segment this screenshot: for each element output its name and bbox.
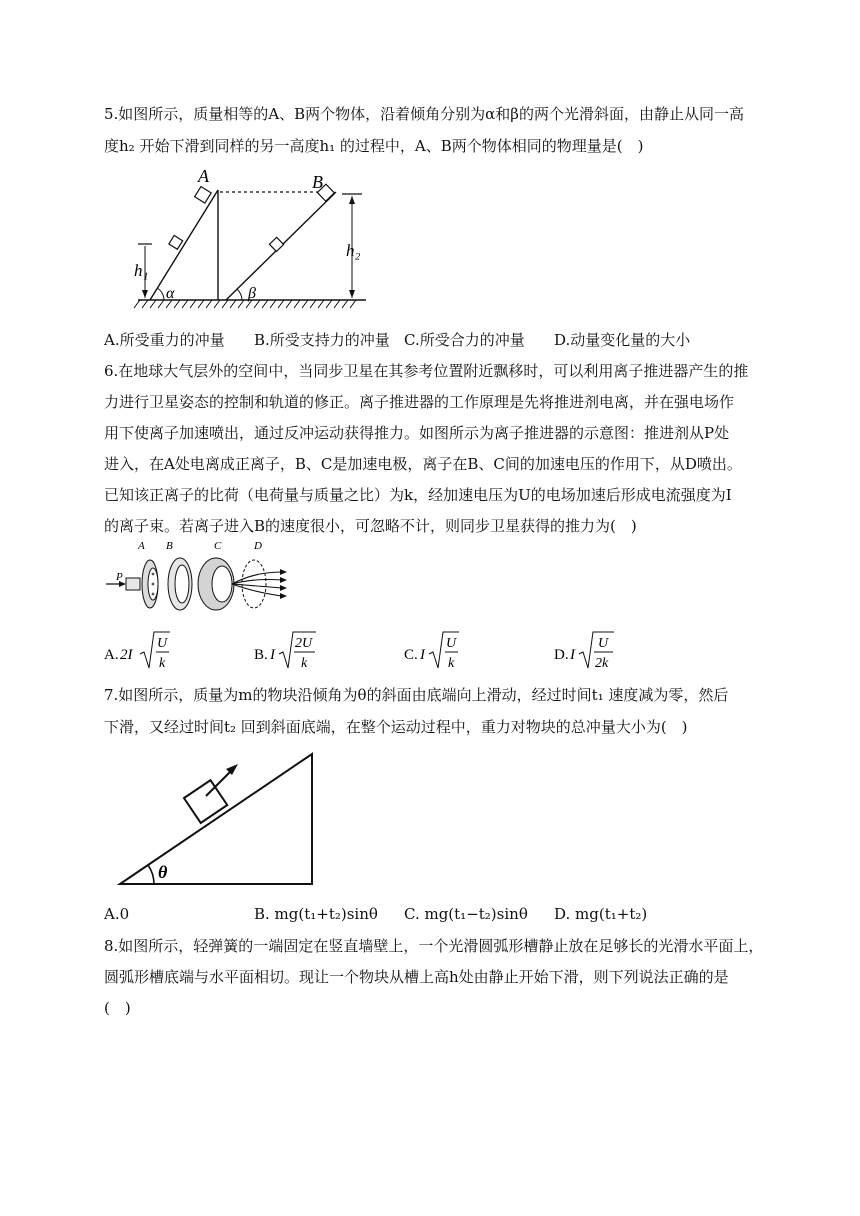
q5-option-d: D.动量变化量的大小 (554, 331, 691, 349)
q6-stem-line6: 的离子束。若离子进入B的速度很小，可忽略不计，则同步卫星获得的推力为( ) (104, 517, 637, 535)
q6-option-b-num: 2U (295, 636, 313, 651)
q5-label-A: A (198, 166, 209, 186)
q6-option-a (104, 628, 229, 674)
q7-stem-line1: 7.如图所示，质量为m的物块沿倾角为θ的斜面由底端向上滑动，经过时间t₁ 速度减为零，然后 (104, 686, 729, 704)
q6-stem-line2: 力进行卫星姿态的控制和轨道的修正。离子推进器的工作原理是先将推进剂电离，并在强电场作 (104, 393, 735, 411)
q7-option-a: A.0 (104, 905, 130, 923)
q7-stem-line2: 下滑，又经过时间t₂ 回到斜面底端，在整个运动过程中，重力对物块的总冲量大小为( ) (104, 718, 688, 736)
q6-option-d (554, 628, 679, 674)
q6-option-a-num: U (157, 636, 168, 651)
q5-label-h2: h₂ (346, 241, 361, 260)
q5-option-c: C.所受合力的冲量 (404, 331, 525, 349)
q7-option-c: C. mg(t₁−t₂)sinθ (404, 905, 528, 923)
q6-stem-line4: 进入，在A处电离成正离子，B、C是加速电极，离子在B、C间的加速电压的作用下，从D喷出。 (104, 455, 742, 473)
q5-label-h1: h₁ (134, 261, 149, 280)
q8-stem-line1: 8.如图所示，轻弹簧的一端固定在竖直墙壁上，一个光滑圆弧形槽静止放在足够长的光滑水平面上， (104, 937, 764, 955)
q5-label-beta: β (248, 285, 256, 302)
q6-option-b-coef: I (270, 647, 275, 663)
q6-label-B: B (166, 540, 173, 552)
q6-option-d-label: D. (554, 647, 569, 663)
q6-option-c-label: C. (404, 647, 418, 663)
q6-stem-line3: 用下使离子加速喷出，通过反冲运动获得推力。如图所示为离子推进器的示意图：推进剂从P处 (104, 424, 730, 442)
q7-label-theta: θ (158, 862, 168, 882)
q6-option-c-num: U (446, 636, 457, 651)
q6-label-C: C (214, 540, 222, 552)
q5-label-alpha: α (166, 285, 175, 302)
q6-option-c (404, 628, 529, 674)
q6-option-c-coef: I (420, 647, 425, 663)
q7-option-d: D. mg(t₁+t₂) (554, 905, 648, 923)
q6-option-b-den: k (301, 656, 308, 671)
q7-incline-figure (116, 750, 320, 890)
q5-option-b: B.所受支持力的冲量 (254, 331, 390, 349)
q6-option-d-num: U (598, 636, 609, 651)
q5-option-a: A.所受重力的冲量 (104, 331, 225, 349)
q6-option-a-coef: 2I (120, 647, 133, 663)
q6-option-b-label: B. (254, 647, 268, 663)
q5-label-B: B (312, 172, 323, 192)
q5-inclines-figure (130, 166, 370, 312)
q6-ion-thruster-figure (104, 538, 294, 614)
q6-option-a-den: k (159, 656, 166, 671)
q8-stem-line2: 圆弧形槽底端与水平面相切。现让一个物块从槽上高h处由静止开始下滑，则下列说法正确的是 (104, 968, 729, 986)
q6-label-P: P (116, 571, 123, 583)
q6-option-d-den: 2k (595, 656, 609, 671)
q6-option-c-den: k (448, 656, 455, 671)
q6-option-d-coef: I (570, 647, 575, 663)
q7-option-b: B. mg(t₁+t₂)sinθ (254, 905, 378, 923)
q6-option-a-label: A. (104, 647, 119, 663)
q6-label-D: D (254, 540, 262, 552)
q5-stem-line1: 5.如图所示，质量相等的A、B两个物体，沿着倾角分别为α和β的两个光滑斜面，由静止从同一高 (104, 105, 744, 123)
q6-stem-line1: 6.在地球大气层外的空间中，当同步卫星在其参考位置附近飘移时，可以利用离子推进器产生的推 (104, 362, 749, 380)
q8-stem-line3: ( ) (104, 999, 131, 1017)
q6-label-A: A (138, 540, 145, 552)
q6-stem-line5: 已知该正离子的比荷（电荷量与质量之比）为k，经加速电压为U的电场加速后形成电流强度为I (104, 486, 732, 504)
q5-stem-line2: 度h₂ 开始下滑到同样的另一高度h₁ 的过程中，A、B两个物体相同的物理量是( ) (104, 137, 644, 155)
q6-option-b (254, 628, 379, 674)
